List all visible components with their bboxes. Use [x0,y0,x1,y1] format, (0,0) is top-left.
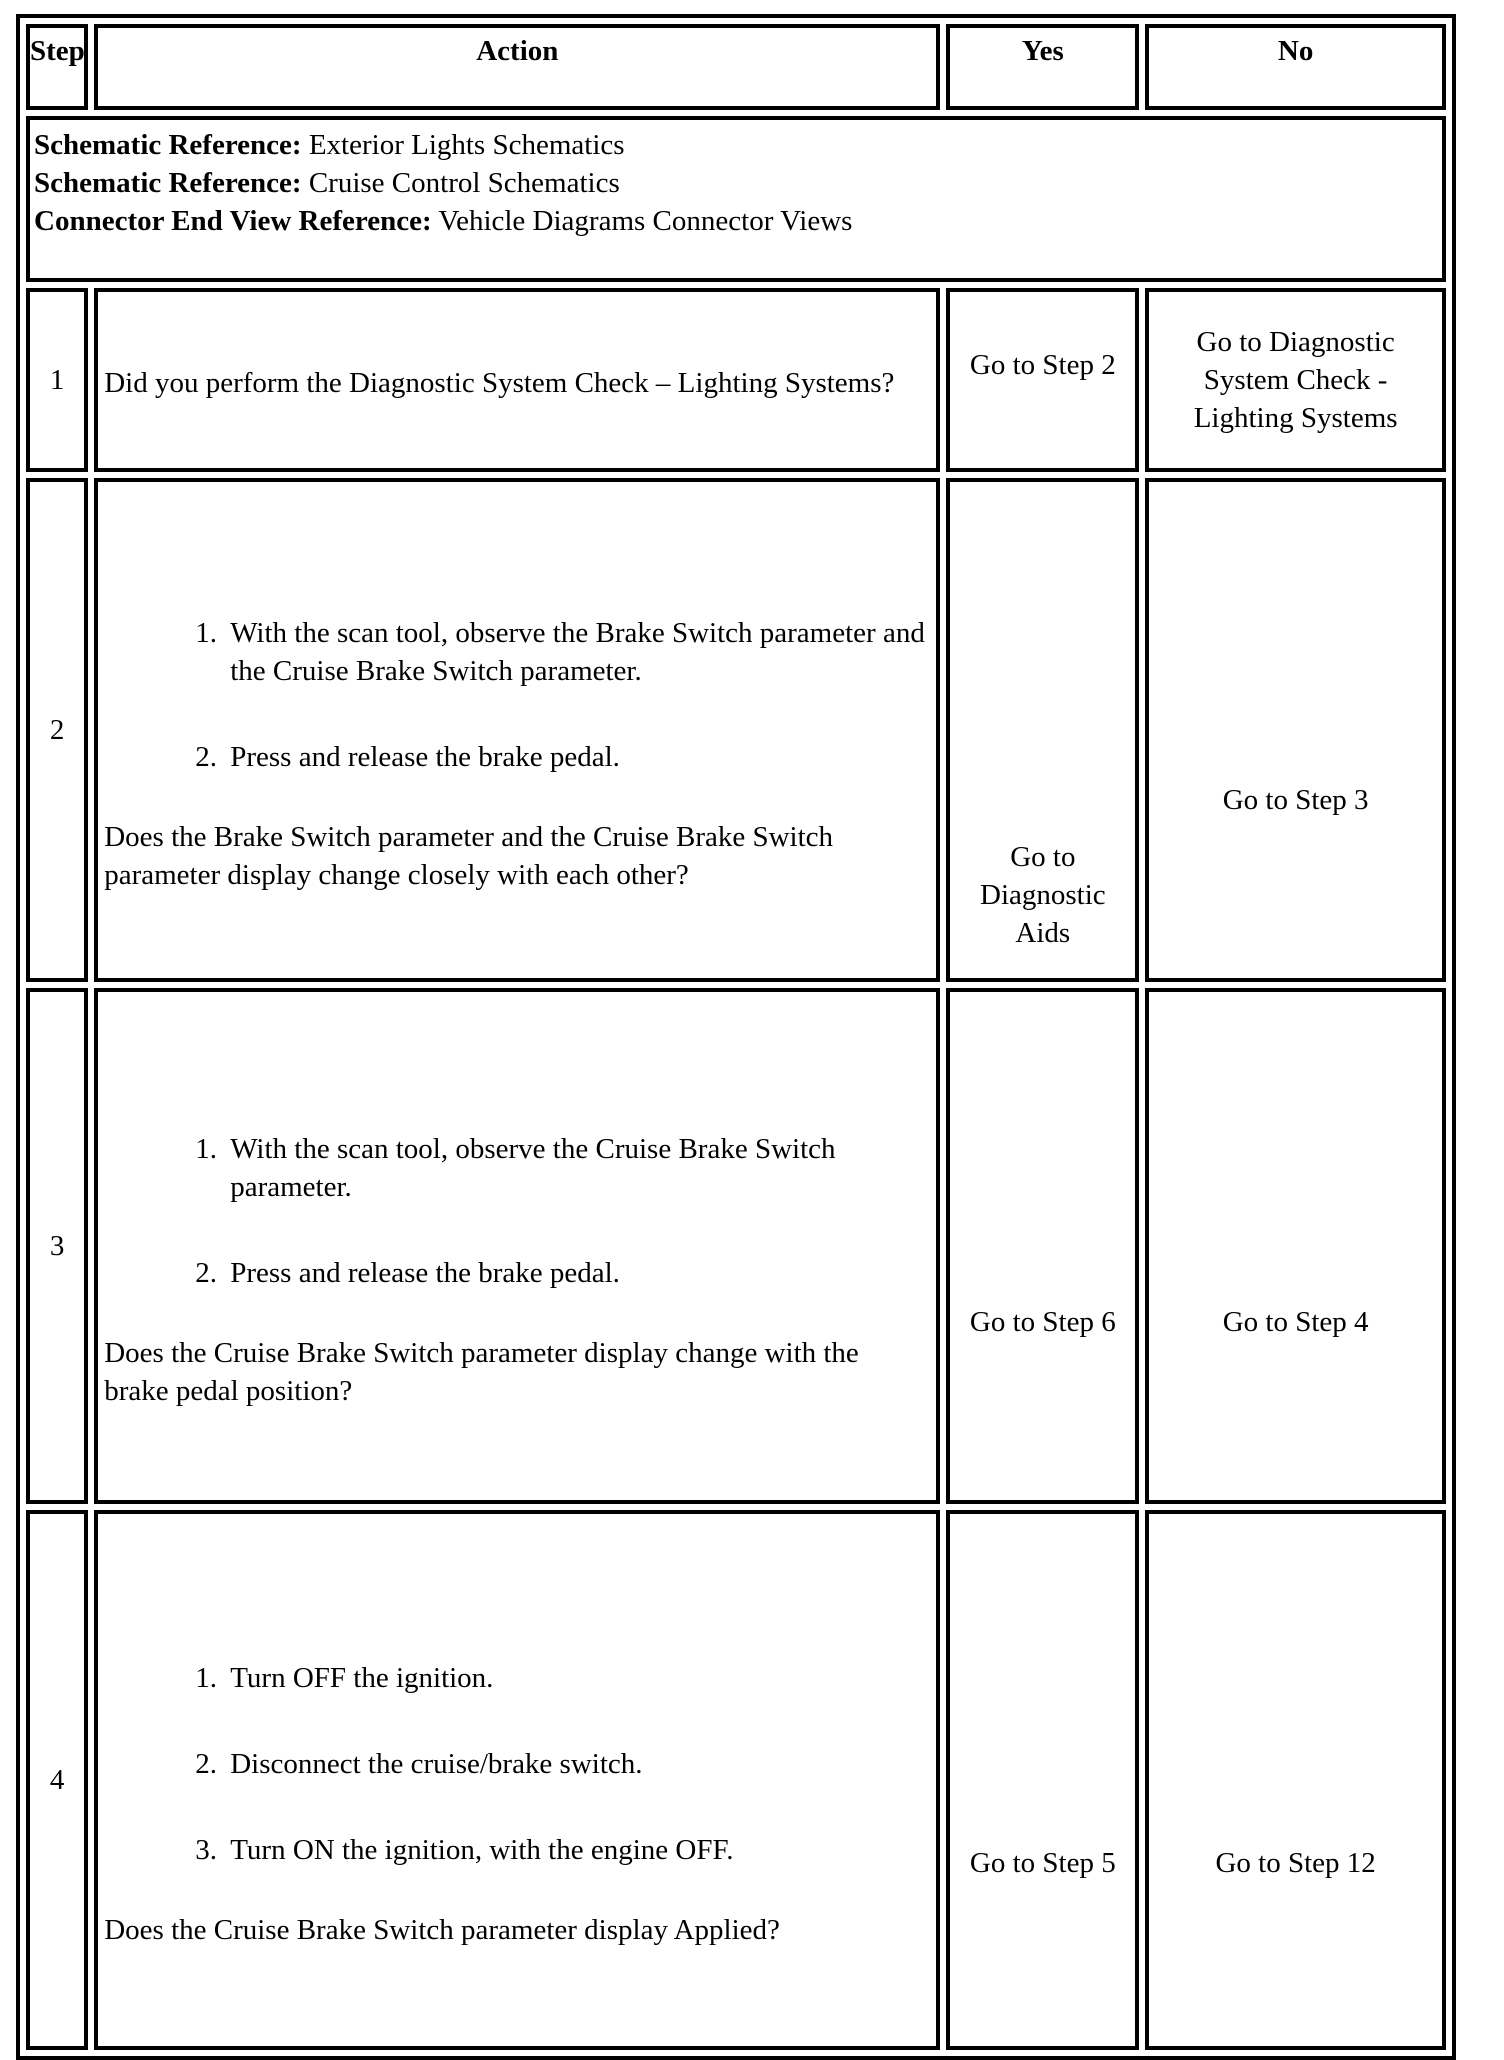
references-cell [26,116,1446,282]
table-row-step-3 [26,988,1446,1504]
step-action [94,478,940,982]
list-item: 1. With the scan tool, observe the Brake Switch parameter and the Cruise Brake Switch parameter. [224,614,930,690]
header-step: Step [26,24,88,110]
list-item: 2. Disconnect the cruise/brake switch. [224,1745,930,1783]
reference-link[interactable]: Exterior Lights Schematics [308,129,625,161]
step-number: 4 [26,1510,88,2050]
step-no-link[interactable]: Go to Step 4 [1145,988,1446,1504]
substep-list [104,614,930,776]
step-yes-link[interactable]: Go to Step 2 [946,288,1139,472]
list-item: 3. Turn ON the ignition, with the engine OFF. [224,1831,930,1869]
step-no-link[interactable]: Go to Diagnostic System Check - Lighting Systems [1145,288,1446,472]
substep-list [104,1659,930,1869]
list-item: 2. Press and release the brake pedal. [224,738,930,776]
step-number: 1 [26,288,88,472]
step-yes-link[interactable]: Go to Step 5 [946,1510,1139,2050]
references-row [26,116,1446,282]
header-yes: Yes [946,24,1139,110]
step-action [94,288,940,472]
step-number: 3 [26,988,88,1504]
step-number: 2 [26,478,88,982]
table-row-step-4 [26,1510,1446,2050]
step-no-link[interactable]: Go to Step 12 [1145,1510,1446,2050]
step-action [94,988,940,1504]
step-yes-link[interactable]: Go to Step 6 [946,988,1139,1504]
step-yes-link[interactable]: Go to Diagnostic Aids [946,478,1139,982]
list-item: 1. With the scan tool, observe the Cruise Brake Switch parameter. [224,1130,930,1206]
step-question: Does the Cruise Brake Switch parameter display Applied? [104,1914,780,1946]
header-no: No [1145,24,1446,110]
diagnostic-table [16,14,1456,2060]
table-row-step-2 [26,478,1446,982]
reference-link[interactable]: Vehicle Diagrams Connector Views [438,205,853,237]
reference-link[interactable]: Cruise Control Schematics [308,167,620,199]
list-item: 1. Turn OFF the ignition. [224,1659,930,1697]
step-question: Does the Cruise Brake Switch parameter display change with the brake pedal position? [104,1337,859,1407]
table-header-row [26,24,1446,110]
header-action: Action [94,24,940,110]
step-action [94,1510,940,2050]
reference-exterior-lights [34,126,1438,164]
substep-list [104,1130,930,1292]
step-question: Does the Brake Switch parameter and the Cruise Brake Switch parameter display change closely with each other? [104,821,834,891]
reference-connector-views [34,202,1438,240]
list-item: 2. Press and release the brake pedal. [224,1254,930,1292]
table-row-step-1 [26,288,1446,472]
step-question: Did you perform the Diagnostic System Check – Lighting Systems? [104,367,895,399]
reference-label: Connector End View Reference: [34,205,432,237]
reference-label: Schematic Reference: [34,167,302,199]
step-no-link[interactable]: Go to Step 3 [1145,478,1446,982]
reference-cruise-control [34,164,1438,202]
reference-label: Schematic Reference: [34,129,302,161]
